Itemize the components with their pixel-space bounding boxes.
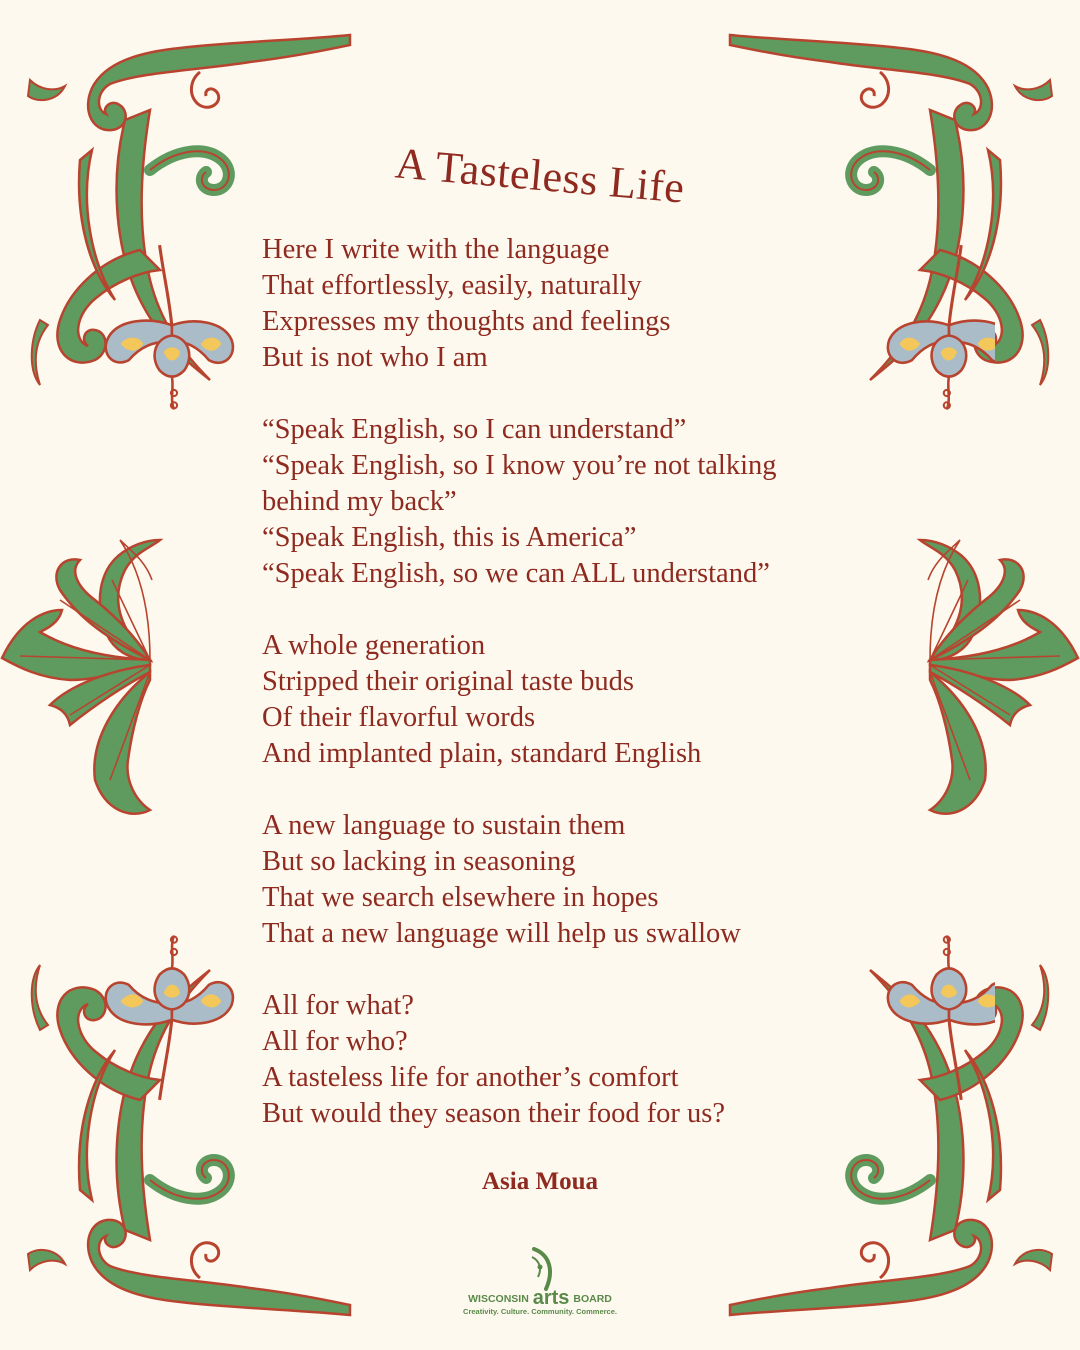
- logo-swoosh-icon: [528, 1247, 558, 1292]
- poem-line: A whole generation: [262, 630, 486, 661]
- poem-line: But would they season their food for us?: [262, 1098, 726, 1129]
- poem-line: Expresses my thoughts and feelings: [262, 306, 671, 337]
- poem-line: “Speak English, so we can ALL understand”: [262, 558, 770, 589]
- poem-line: “Speak English, so I know you’re not talking: [262, 450, 777, 481]
- poem-line: A new language to sustain them: [262, 810, 626, 841]
- poem-line: Here I write with the language: [262, 234, 610, 265]
- poem-line: But is not who I am: [262, 342, 488, 373]
- right-leaf-ornament: [910, 460, 1080, 880]
- poem-line: But so lacking in seasoning: [262, 846, 576, 877]
- stanza: [262, 628, 852, 772]
- poem-line: All for who?: [262, 1026, 408, 1057]
- stanza: [262, 988, 852, 1132]
- poem-line: “Speak English, this is America”: [262, 522, 637, 553]
- logo-tagline: Creativity. Culture. Community. Commerce.: [463, 1307, 617, 1316]
- poem-line: Of their flavorful words: [262, 702, 536, 733]
- bottom-left-flower: [95, 915, 255, 1105]
- poem-line: Stripped their original taste buds: [262, 666, 635, 697]
- wisconsin-arts-board-logo: [450, 1245, 630, 1320]
- poem-line: That a new language will help us swallow: [262, 918, 741, 949]
- stanza: [262, 412, 852, 592]
- logo-right-word: BOARD: [573, 1293, 612, 1305]
- left-leaf-ornament: [0, 460, 170, 880]
- poem-line: “Speak English, so I can understand”: [262, 414, 687, 445]
- stanza: [262, 232, 852, 376]
- poem-line: behind my back”: [262, 486, 457, 517]
- logo-middle-word: arts: [532, 1287, 570, 1309]
- poem-line: That effortlessly, easily, naturally: [262, 270, 642, 301]
- poem-author: Asia Moua: [482, 1168, 598, 1195]
- poem-line: That we search elsewhere in hopes: [262, 882, 659, 913]
- poem-line: All for what?: [262, 990, 414, 1021]
- poem-line: A tasteless life for another’s comfort: [262, 1062, 679, 1093]
- poem-title: A Tasteless Life: [393, 138, 687, 213]
- top-right-flower: [835, 240, 995, 430]
- poem-body: [262, 232, 852, 1168]
- logo-left-word: WISCONSIN: [468, 1293, 529, 1305]
- top-left-flower: [95, 240, 255, 430]
- poem-line: And implanted plain, standard English: [262, 738, 702, 769]
- bottom-right-flower: [835, 915, 995, 1105]
- stanza: [262, 808, 852, 952]
